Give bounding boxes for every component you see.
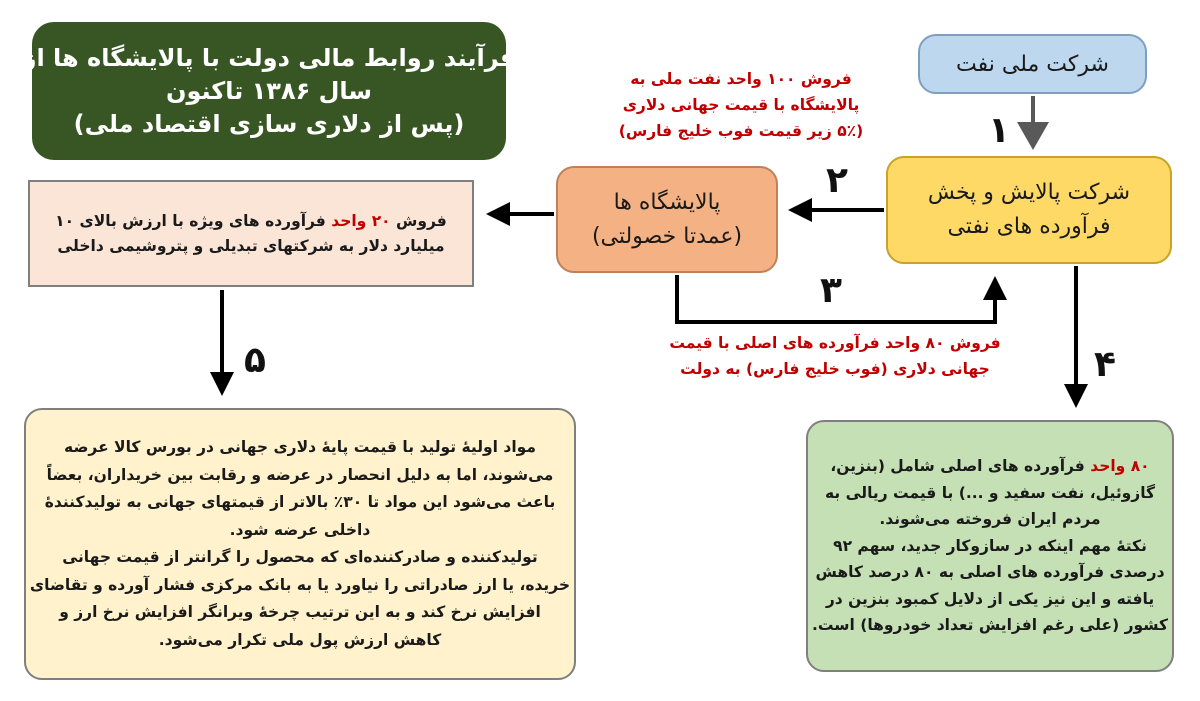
raw-materials-line-2: می‌شوند، اما به دلیل انحصار در عرضه و رقابت بین خریداران، بعضاً [46, 465, 554, 484]
main-products-line-7: کشور (علی رغم افزایش تعداد خودروها) است. [812, 616, 1168, 635]
raw-materials-line-8: کاهش ارزش پول ملی تکرار می‌شود. [158, 630, 442, 649]
step-number-2: ۲ [826, 160, 848, 201]
special-sale-prefix: فروش [390, 211, 447, 230]
step-number-1: ۱ [988, 110, 1010, 151]
special-sale-highlight: ۲۰ واحد [331, 211, 391, 230]
node-niordc-line-2: فرآورده های نفتی [947, 214, 1111, 239]
title-line-1: فرآیند روابط مالی دولت با پالایشگاه ها از [22, 43, 516, 72]
node-refineries-line-2: (عمدتا خصولتی) [591, 223, 743, 249]
main-products-rest: فرآورده های اصلی شامل (بنزین، [830, 457, 1091, 476]
title-line-2: سال ۱۳۸۶ تاکنون [165, 76, 373, 105]
caption-step2-line-1: فروش ۱۰۰ واحد نفت ملی به [630, 70, 852, 88]
node-raw-materials [24, 408, 576, 680]
node-nioc-label: شرکت ملی نفت [956, 51, 1109, 77]
caption-step3-line-2: جهانی دلاری (فوب خلیج فارس) به دولت [680, 360, 990, 378]
diagram-title [22, 22, 516, 160]
node-nioc [918, 34, 1147, 94]
step-number-3: ۳ [820, 270, 842, 311]
main-products-line-4: نکتهٔ مهم اینکه در سازوکار جدید، سهم ۹۲ [833, 536, 1147, 555]
raw-materials-line-7: افزایش نرخ کند و به این ترتیب چرخهٔ ویرانگر افزایش نرخ ارز و [59, 603, 541, 621]
main-products-highlight: ۸۰ واحد [1090, 457, 1150, 476]
main-products-line-2: گازوئیل، نفت سفید و ...) با قیمت ریالی به [824, 483, 1156, 502]
caption-step2-line-2: پالایشگاه با قیمت جهانی دلاری [622, 96, 860, 114]
special-sale-rest: فرآورده های ویژه با ارزش بالای ۱۰ [55, 211, 332, 230]
main-products-line-1 [830, 453, 1149, 480]
title-line-3: (پس از دلاری سازی اقتصاد ملی) [73, 109, 465, 138]
caption-step2 [596, 66, 886, 144]
caption-step2-line-3: (۵٪ زیر قیمت فوب خلیج فارس) [618, 122, 864, 140]
step-number-5: ۵ [244, 340, 266, 381]
main-products-line-3: مردم ایران فروخته می‌شوند. [879, 510, 1101, 529]
raw-materials-line-3: باعث می‌شود این مواد تا ۳۰٪ بالاتر از قیمتهای جهانی به تولیدکنندهٔ [44, 493, 556, 511]
caption-step3 [650, 330, 1020, 382]
caption-step3-line-1: فروش ۸۰ واحد فرآورده های اصلی با قیمت [669, 334, 1001, 352]
raw-materials-line-6: خریده، یا ارز صادراتی را نیاورد یا به بانک مرکزی فشار آورده و تقاضای [29, 575, 571, 594]
node-niordc [886, 156, 1172, 264]
raw-materials-line-1: مواد اولیهٔ تولید با قیمت پایهٔ دلاری جهانی در بورس کالا عرضه [64, 438, 536, 456]
node-refineries-line-1: پالایشگاه ها [613, 189, 721, 215]
node-main-products [806, 420, 1174, 672]
raw-materials-line-4: داخلی عرضه شود. [229, 520, 371, 539]
raw-materials-line-5: تولیدکننده و صادرکننده‌ای که محصول را گرانتر از قیمت جهانی [62, 548, 538, 566]
node-special-products-sale [28, 180, 474, 287]
main-products-line-5: درصدی فرآورده های اصلی به ۸۰ درصد کاهش [815, 563, 1165, 582]
step-number-4: ۴ [1094, 344, 1116, 385]
special-sale-line-2: میلیارد دلار به شرکتهای تبدیلی و پتروشیمی داخلی [57, 236, 445, 255]
node-niordc-line-1: شرکت پالایش و پخش [927, 180, 1131, 205]
main-products-line-6: یافته و این نیز یکی از دلایل کمبود بنزین در [825, 589, 1155, 608]
special-sale-line-1 [55, 209, 447, 234]
node-refineries [556, 166, 778, 273]
